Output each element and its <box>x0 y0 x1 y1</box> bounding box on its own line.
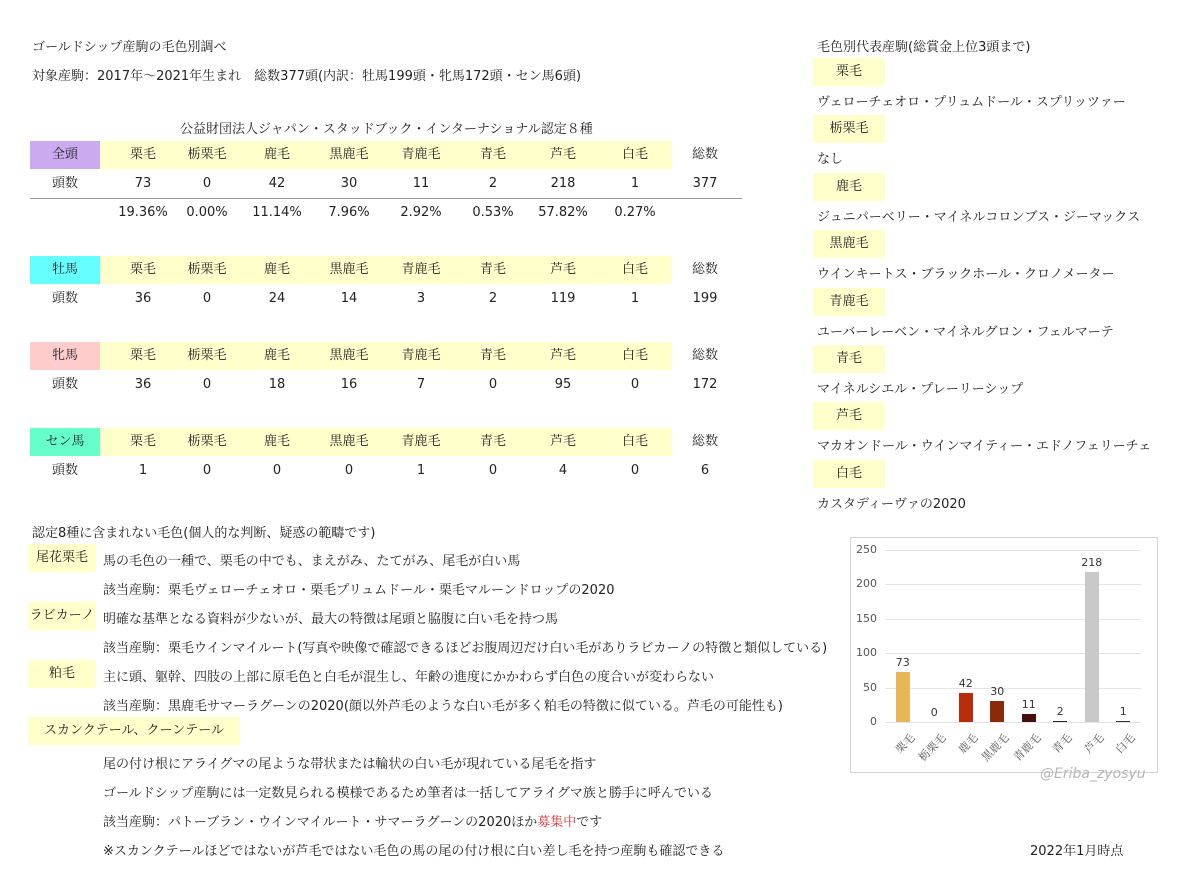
count-cell: 4 <box>558 463 568 478</box>
count-cell: 24 <box>268 291 286 306</box>
y-tick-label: 0 <box>870 715 877 728</box>
column-header: 鹿毛 <box>263 348 290 363</box>
count-cell: 42 <box>268 176 286 191</box>
rep-color-label: 鹿毛 <box>813 173 885 201</box>
column-header: 黒鹿毛 <box>329 262 369 277</box>
count-cell: 1 <box>630 291 640 306</box>
column-header: 青鹿毛 <box>401 147 441 162</box>
count-cell: 0 <box>630 377 640 392</box>
column-header: 白毛 <box>621 262 648 277</box>
color-bar-chart <box>850 537 1158 773</box>
x-tick-label: 青毛 <box>1050 731 1075 757</box>
column-header: 青毛 <box>479 262 506 277</box>
extra-colors-title: 認定8種に含まれない毛色(個人的な判断、疑惑の範疇です) <box>32 526 376 541</box>
x-tick-label: 黒鹿毛 <box>979 731 1012 764</box>
grid-line <box>885 550 1141 551</box>
count-cell: 199 <box>692 291 718 306</box>
skunk-tail-examples <box>103 811 602 830</box>
count-cell: 2 <box>488 291 498 306</box>
data-label: 11 <box>1021 698 1036 712</box>
x-tick-label: 白毛 <box>1113 731 1138 757</box>
rep-color-label: 白毛 <box>813 460 885 488</box>
count-cell: 36 <box>134 377 152 392</box>
count-cell: 0 <box>488 463 498 478</box>
rep-color-label: 黒鹿毛 <box>813 230 885 258</box>
rep-horses: なし <box>817 152 844 168</box>
column-header: 芦毛 <box>549 348 576 363</box>
rep-color-label: 青毛 <box>813 345 885 373</box>
rep-color-label: 栃栗毛 <box>813 115 885 143</box>
skunk-tail-examples-text: 該当産駒：パトーブラン・ウインマイルート・サマーラグーンの2020ほか <box>103 815 538 830</box>
bar-7 <box>1116 721 1130 723</box>
count-cell: 73 <box>134 176 152 191</box>
column-header: 芦毛 <box>549 434 576 449</box>
group-label: 牡馬 <box>30 256 100 284</box>
extra-color-label: 粕毛 <box>28 660 96 688</box>
grid-line <box>885 584 1141 585</box>
x-tick-label: 鹿毛 <box>955 731 981 757</box>
grid-line <box>885 653 1141 654</box>
y-tick-label: 200 <box>856 577 877 591</box>
extra-color-label: 尾花栗毛 <box>28 544 96 572</box>
column-header: 青鹿毛 <box>401 262 441 277</box>
count-cell: 18 <box>268 377 286 392</box>
column-header: 黒鹿毛 <box>329 348 369 363</box>
bar-4 <box>1022 714 1036 722</box>
rep-horses: ヴェローチェオロ・プリュムドール・スプリッツァー <box>817 95 1126 110</box>
count-cell: 30 <box>340 176 358 191</box>
rep-horses: ユーバーレーベン・マイネルグロン・フェルマーテ <box>817 324 1114 340</box>
y-tick-label: 150 <box>856 611 877 625</box>
column-header: 栃栗毛 <box>187 348 227 363</box>
data-label: 2 <box>1056 704 1064 718</box>
column-header: 鹿毛 <box>263 262 290 277</box>
count-cell: 6 <box>700 463 710 478</box>
rep-horses: ウインキートス・ブラックホール・クロノメーター <box>817 267 1115 283</box>
column-header: 白毛 <box>621 348 648 363</box>
bar-2 <box>959 693 973 722</box>
column-header: 栃栗毛 <box>187 147 227 162</box>
page-subtitle: 対象産駒：2017年～2021年生まれ 総数377頭(内訳：牡馬199頭・牝馬172頭・セン馬6頭) <box>32 69 582 84</box>
percent-cell: 19.36% <box>118 205 168 220</box>
column-header: 青鹿毛 <box>401 434 441 449</box>
date-note: 2022年1月時点 <box>1030 844 1124 859</box>
count-cell: 119 <box>550 291 576 306</box>
count-cell: 7 <box>416 377 426 392</box>
count-cell: 36 <box>134 291 152 306</box>
rep-horses: マカオンドール・ウインマイティー・エドノフェリーチェ <box>817 439 1152 455</box>
count-cell: 14 <box>340 291 358 306</box>
column-header: 芦毛 <box>549 262 576 277</box>
column-header: 栗毛 <box>129 434 156 449</box>
skunk-tail-examples-end: です <box>576 815 603 830</box>
count-cell: 0 <box>202 176 212 191</box>
skunk-tail-note: ゴールドシップ産駒には一定数見られる模様であるため筆者は一括してアライグマ族と勝手に呼んでいる <box>103 786 713 801</box>
column-header: 鹿毛 <box>263 147 290 162</box>
data-label: 1 <box>1119 704 1127 718</box>
extra-color-example: 該当産駒：栗毛ヴェローチェオロ・栗毛プリュムドール・栗毛マルーンドロップの2020 <box>103 583 615 598</box>
count-cell: 0 <box>202 291 212 306</box>
recruiting-text: 募集中 <box>537 815 577 830</box>
column-header: 黒鹿毛 <box>329 147 369 162</box>
percent-cell: 0.27% <box>614 205 656 220</box>
count-cell: 172 <box>692 377 718 392</box>
group-label: セン馬 <box>30 428 100 456</box>
row-label: 頭数 <box>51 463 78 478</box>
extra-color-example: 該当産駒：栗毛ウインマイルート(写真や映像で確認できるほどお腹周辺だけ白い毛がありラビカーノの特徴と類似している) <box>103 641 828 656</box>
column-header: 青鹿毛 <box>401 348 441 363</box>
rep-color-label: 青鹿毛 <box>813 288 885 316</box>
count-cell: 11 <box>412 176 430 191</box>
data-label: 218 <box>1081 556 1103 570</box>
column-header: 青毛 <box>479 434 506 449</box>
count-cell: 0 <box>202 377 212 392</box>
data-label: 73 <box>895 655 910 669</box>
rep-color-label: 芦毛 <box>813 402 885 430</box>
skunk-tail-footnote: ※スカンクテールほどではないが芦毛ではない毛色の馬の尾の付け根に白い差し毛を持つ産駒も確認できる <box>103 844 725 859</box>
percent-cell: 7.96% <box>328 205 370 220</box>
rep-horses: マイネルシエル・プレーリーシップ <box>817 382 1024 397</box>
rep-horses: カスタディーヴァの2020 <box>817 496 966 512</box>
count-cell: 3 <box>416 291 426 306</box>
column-header: 青毛 <box>479 147 506 162</box>
column-header: 芦毛 <box>549 147 576 162</box>
count-cell: 1 <box>630 176 640 191</box>
watermark: @Eriba_zyosyu <box>1040 766 1146 782</box>
x-tick-label: 青鹿毛 <box>1010 731 1044 764</box>
x-tick-label: 芦毛 <box>1081 731 1107 757</box>
rep-horses: ジュニパーベリー・マイネルコロンブス・ジーマックス <box>817 209 1141 225</box>
count-cell: 1 <box>138 463 148 478</box>
representatives-title: 毛色別代表産駒(総賞金上位3頭まで) <box>817 40 1031 55</box>
count-cell: 0 <box>272 463 282 478</box>
extra-color-desc: 明確な基準となる資料が少ないが、最大の特徴は尾頭と脇腹に白い毛を持つ馬 <box>103 612 559 627</box>
bar-0 <box>896 672 910 722</box>
extra-color-desc: 馬の毛色の一種で、栗毛の中でも、まえがみ、たてがみ、尾毛が白い馬 <box>103 554 521 569</box>
count-cell: 1 <box>416 463 426 478</box>
bar-6 <box>1085 572 1099 722</box>
bar-5 <box>1053 721 1067 723</box>
count-cell: 0 <box>202 463 212 478</box>
extra-color-example: 該当産駒：黒鹿毛サマーラグーンの2020(顔以外芦毛のような白い毛が多く粕毛の特徴に似ている。芦毛の可能性も) <box>103 699 783 714</box>
count-cell: 218 <box>550 176 576 191</box>
data-label: 30 <box>990 685 1005 699</box>
x-tick-label: 栗毛 <box>892 731 918 757</box>
column-header: 総数 <box>691 348 718 363</box>
count-cell: 0 <box>344 463 354 478</box>
percent-cell: 0.53% <box>472 205 514 220</box>
column-header: 鹿毛 <box>263 434 290 449</box>
extra-color-desc: 主に頭、躯幹、四肢の上部に原毛色と白毛が混生し、年齢の進度にかかわらず白色の度合いが変わらない <box>103 670 715 685</box>
count-cell: 2 <box>488 176 498 191</box>
column-header: 総数 <box>691 434 718 449</box>
skunk-tail-label: スカンクテール、クーンテール <box>28 717 240 745</box>
page-title: ゴールドシップ産駒の毛色別調べ <box>32 40 227 55</box>
row-label: 頭数 <box>51 291 78 306</box>
y-tick-label: 250 <box>856 543 877 556</box>
column-header: 栗毛 <box>129 348 156 363</box>
data-label: 0 <box>930 706 938 719</box>
rep-color-label: 栗毛 <box>813 58 885 86</box>
column-header: 白毛 <box>621 147 648 162</box>
column-header: 青毛 <box>479 348 506 363</box>
column-header: 黒鹿毛 <box>329 434 369 449</box>
grid-line <box>885 722 1141 723</box>
count-cell: 0 <box>488 377 498 392</box>
y-tick-label: 100 <box>856 646 877 660</box>
bar-3 <box>990 701 1004 722</box>
table-caption: 公益財団法人ジャパン・スタッドブック・インターナショナル認定８種 <box>180 122 593 137</box>
extra-color-label: ラビカーノ <box>28 602 96 630</box>
row-label: 頭数 <box>51 377 78 392</box>
percent-cell: 57.82% <box>538 205 588 220</box>
y-tick-label: 50 <box>863 680 877 694</box>
count-cell: 95 <box>554 377 572 392</box>
group-label: 全頭 <box>30 141 100 169</box>
percent-cell: 2.92% <box>400 205 442 220</box>
grid-line <box>885 688 1141 689</box>
grid-line <box>885 619 1141 620</box>
column-header: 総数 <box>691 262 718 277</box>
x-tick-label: 栃栗毛 <box>916 731 949 764</box>
percent-cell: 11.14% <box>252 205 302 220</box>
percent-cell: 0.00% <box>186 205 228 220</box>
skunk-tail-desc: 尾の付け根にアライグマの尾ような帯状または輪状の白い毛が現れている尾毛を指す <box>103 757 597 772</box>
count-cell: 16 <box>340 377 358 392</box>
column-header: 栃栗毛 <box>187 434 227 449</box>
row-label: 頭数 <box>51 176 78 191</box>
column-header: 白毛 <box>621 434 648 449</box>
data-label: 42 <box>958 677 973 691</box>
column-header: 栃栗毛 <box>187 262 227 277</box>
count-cell: 377 <box>692 176 718 191</box>
count-cell: 0 <box>630 463 640 478</box>
column-header: 栗毛 <box>129 147 156 162</box>
group-label: 牝馬 <box>30 342 100 370</box>
column-header: 栗毛 <box>129 262 156 277</box>
column-header: 総数 <box>691 147 718 162</box>
